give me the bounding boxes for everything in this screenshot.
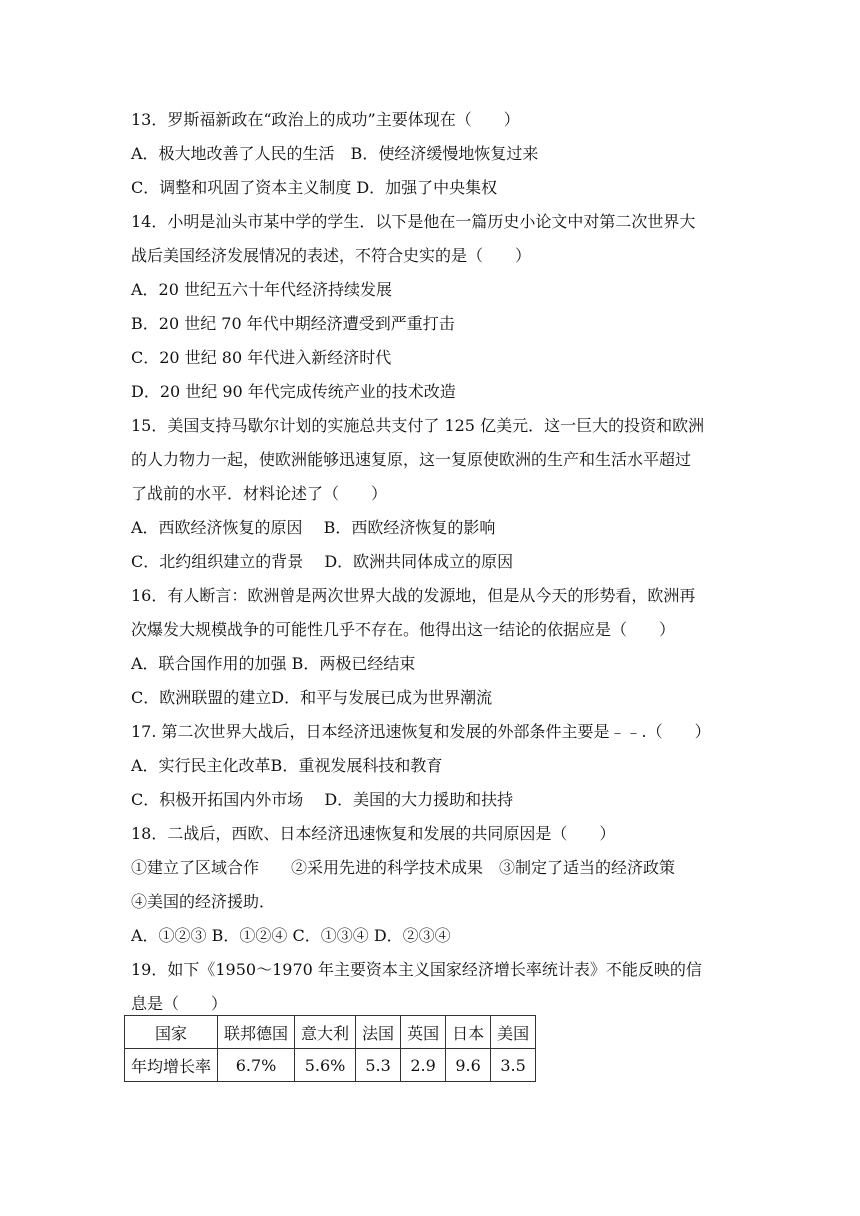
table-header-cell: 意大利 bbox=[295, 1016, 356, 1049]
question-17-options-cd: C．积极开拓国内外市场 D．美国的大力援助和扶持 bbox=[131, 790, 514, 809]
question-16-options-ab: A．联合国作用的加强 B．两极已经结束 bbox=[131, 654, 416, 673]
question-16-options-cd: C．欧洲联盟的建立D．和平与发展已成为世界潮流 bbox=[131, 688, 493, 707]
question-15-options-cd: C．北约组织建立的背景 D．欧洲共同体成立的原因 bbox=[131, 552, 514, 571]
table-cell: 6.7% bbox=[218, 1049, 295, 1082]
question-17-stem: 17. 第二次世界大战后，日本经济迅速恢复和发展的外部条件主要是﹣﹣.（ ） bbox=[131, 722, 711, 741]
question-15-stem-line-1: 15．美国支持马歇尔计划的实施总共支付了 125 亿美元．这一巨大的投资和欧洲 bbox=[131, 416, 705, 435]
question-16-stem-line-2: 次爆发大规模战争的可能性几乎不存在。他得出这一结论的依据应是（ ） bbox=[131, 620, 676, 639]
table-cell: 5.6% bbox=[295, 1049, 356, 1082]
question-13-options-ab: A．极大地改善了人民的生活 B．使经济缓慢地恢复过来 bbox=[131, 144, 539, 163]
table-cell: 5.3 bbox=[356, 1049, 401, 1082]
question-14-option-d: D．20 世纪 90 年代完成传统产业的技术改造 bbox=[131, 382, 456, 401]
question-18-options: A．①②③ B．①②④ C．①③④ D．②③④ bbox=[131, 926, 451, 945]
table-header-cell: 日本 bbox=[446, 1016, 491, 1049]
question-18-items-line-1: ①建立了区域合作 ②采用先进的科学技术成果 ③制定了适当的经济政策 bbox=[131, 858, 676, 877]
question-13-options-cd: C．调整和巩固了资本主义制度 D．加强了中央集权 bbox=[131, 178, 498, 197]
question-17-options-ab: A．实行民主化改革B．重视发展科技和教育 bbox=[131, 756, 443, 775]
question-15-stem-line-3: 了战前的水平．材料论述了（ ） bbox=[131, 484, 388, 503]
table-cell: 2.9 bbox=[401, 1049, 446, 1082]
question-18-stem: 18．二战后，西欧、日本经济迅速恢复和发展的共同原因是（ ） bbox=[131, 824, 616, 843]
question-19-stem-line-1: 19．如下《1950～1970 年主要资本主义国家经济增长率统计表》不能反映的信 bbox=[131, 960, 702, 979]
table-header-cell: 美国 bbox=[491, 1016, 536, 1049]
table-cell: 年均增长率 bbox=[125, 1049, 218, 1082]
question-14-option-c: C．20 世纪 80 年代进入新经济时代 bbox=[131, 348, 392, 367]
table-header-cell: 联邦德国 bbox=[218, 1016, 295, 1049]
table-cell: 9.6 bbox=[446, 1049, 491, 1082]
question-15-stem-line-2: 的人力物力一起，使欧洲能够迅速复原，这一复原使欧洲的生产和生活水平超过 bbox=[131, 450, 692, 469]
question-18-items-line-2: ④美国的经济援助． bbox=[131, 892, 276, 911]
question-13-stem: 13．罗斯福新政在“政治上的成功”主要体现在（ ） bbox=[131, 110, 520, 129]
question-14-stem-line-2: 战后美国经济发展情况的表述，不符合史实的是（ ） bbox=[131, 246, 532, 265]
table-header-cell: 英国 bbox=[401, 1016, 446, 1049]
question-15-options-ab: A．西欧经济恢复的原因 B．西欧经济恢复的影响 bbox=[131, 518, 496, 537]
table-header-row bbox=[125, 1016, 536, 1049]
table-header-cell: 法国 bbox=[356, 1016, 401, 1049]
question-14-option-b: B．20 世纪 70 年代中期经济遭受到严重打击 bbox=[131, 314, 455, 333]
question-16-stem-line-1: 16．有人断言：欧洲曾是两次世界大战的发源地，但是从今天的形势看，欧洲再 bbox=[131, 586, 696, 605]
table-header-cell: 国家 bbox=[125, 1016, 218, 1049]
question-19-stem-line-2: 息是（ ） bbox=[131, 994, 228, 1013]
table-cell: 3.5 bbox=[491, 1049, 536, 1082]
growth-rate-table bbox=[124, 1015, 536, 1082]
question-14-stem-line-1: 14．小明是汕头市某中学的学生．以下是他在一篇历史小论文中对第二次世界大 bbox=[131, 212, 696, 231]
table-row bbox=[125, 1049, 536, 1082]
question-14-option-a: A．20 世纪五六十年代经济持续发展 bbox=[131, 280, 393, 299]
